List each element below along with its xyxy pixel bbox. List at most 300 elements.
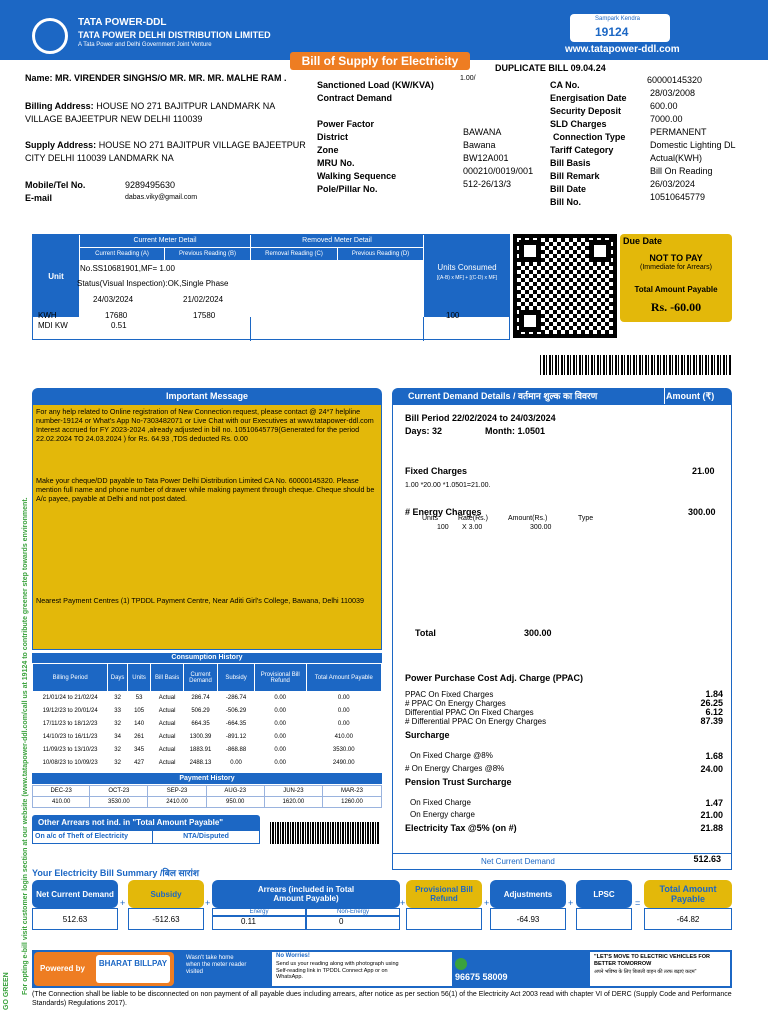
right-value: 7000.00 [650, 114, 683, 124]
right-value: PERMANENT [650, 127, 707, 137]
energy-col: Amount(Rs.) [508, 515, 548, 522]
cons-cell: 0.00 [254, 731, 306, 744]
surcharge-value: 24.00 [700, 764, 723, 774]
right-info [550, 75, 765, 205]
email-label: E-mail [25, 193, 53, 203]
name-label: Name: [25, 73, 53, 83]
mid-row [317, 179, 547, 192]
etax-value: 21.88 [700, 823, 723, 833]
cons-cell: 1883.91 [183, 744, 217, 757]
summary-total-text: Total Amount Payable [659, 884, 717, 904]
demand-title: Current Demand Details / वर्तमान शुल्क का विवरण [408, 391, 598, 401]
right-value: 60000145320 [647, 75, 703, 85]
mid-value: BW12A001 [463, 153, 509, 163]
mobile-value: 9289495630 [125, 180, 176, 190]
kwh-label: KWH [38, 311, 57, 320]
energy-col: Type [578, 515, 594, 522]
mid-row [317, 140, 547, 153]
cons-header: Billing Period [33, 664, 108, 692]
mid-value: Bawana [463, 140, 496, 150]
right-row [550, 88, 765, 101]
meter-table [32, 234, 510, 340]
cons-cell: 506.29 [183, 705, 217, 718]
msg-paragraph: For any help related to Online registration of New Connection request, please contact @ 24*7 helpline number-19124 or What's App No-7303482071 or Live Chat with our Executives at www.tatapower-ddl.com [36, 407, 374, 425]
table-row [33, 797, 382, 808]
formula-label: [(A-B) x MF] + [(C-D) x MF] [436, 275, 498, 281]
cons-cell: Actual [151, 718, 183, 731]
bill-period: Bill Period 22/02/2024 to 24/03/2024 [405, 413, 556, 423]
pay-amount: 410.00 [33, 797, 90, 808]
side-text-label: For opting e-bill visit customer login section at our website (www.tatapower-ddl.com/call us at 19124 to contribute greener step towards environment. [22, 497, 29, 995]
kwh-current: 17680 [105, 311, 128, 320]
ev-label: "LET'S MOVE TO ELECTRIC VEHICLES FOR BETTER TOMORROW [594, 954, 710, 967]
right-label: Bill Basis [550, 158, 591, 168]
cons-cell: 32 [108, 718, 127, 731]
table-row [33, 692, 382, 705]
cons-cell: 33 [108, 705, 127, 718]
meter-divider [423, 317, 424, 341]
right-row [550, 114, 765, 127]
cons-cell: 105 [127, 705, 151, 718]
summary-nonenergy-value [306, 916, 400, 930]
qr-code-icon [513, 234, 617, 338]
mid-label: Contract Demand [317, 93, 393, 103]
supply-address [25, 139, 310, 165]
right-value: 26/03/2024 [650, 179, 696, 189]
surcharge-row [405, 764, 725, 773]
days: Days: 32 [405, 426, 443, 436]
summary-subsidy-text: Subsidy [150, 889, 182, 899]
energy-cell: X 3.00 [462, 524, 483, 531]
arrears-row [32, 830, 260, 844]
website-link[interactable]: www.tatapower-ddl.com [565, 44, 680, 55]
mid-row [317, 166, 547, 179]
col-b-header [165, 248, 250, 260]
mid-label: Zone [317, 145, 339, 155]
amount-header: Amount (₹) [666, 391, 715, 401]
fixed-calc: 1.00 *20.00 *1.0501=21.00. [405, 482, 491, 489]
table-row [33, 786, 382, 797]
summary-total-value: -64.82 [644, 908, 732, 930]
cons-cell: Actual [151, 744, 183, 757]
mid-label: Sanctioned Load (KW/KVA) [317, 80, 434, 90]
cons-header: Bill Basis [151, 664, 183, 692]
cons-cell: 53 [127, 692, 151, 705]
surcharge-label: # On Energy Charges @8% [405, 764, 505, 773]
plus-sign: + [568, 898, 574, 908]
go-green-label: GO GREEN [3, 972, 10, 1010]
payment-table [32, 785, 382, 808]
mid-label: District [317, 132, 349, 142]
summary-subsidy-label [128, 880, 204, 908]
bbps-logo [96, 955, 170, 983]
plus-sign: + [205, 898, 211, 908]
due-box [620, 234, 732, 322]
energy-value: 300.00 [688, 507, 716, 517]
right-value: Domestic Lighting DL [650, 140, 736, 150]
barcode-small-icon [270, 822, 380, 844]
email-value: dabas.viky@gmail.com [125, 194, 198, 201]
mid-value: 000210/0019/001 [463, 166, 534, 176]
month-factor: Month: 1.0501 [485, 426, 546, 436]
footer-text: (The Connection shall be liable to be disconnected on non payment of all payable dues including arrears, after notice as per section 56(1) of the Electricity Act 2003 read with chapter VI of DERC (Supply Code and Performance Standards) Regulations 2017). [32, 991, 732, 1007]
wasnt-home-label: Wasn't take home when the meter reader visited [186, 955, 247, 975]
msg-paragraph: Make your cheque/DD payable to Tata Power Delhi Distribution Limited CA No. 60000145320. Please mention full name and phone number of drawer while making payment through cheque. Cheque should be A/c payee, payable at Delhi and not post dated. [36, 476, 375, 503]
cons-cell: 664.35 [183, 718, 217, 731]
energy-label: # Energy Charges [405, 507, 482, 517]
ppac-row [405, 708, 725, 717]
net-demand-value: 512.63 [693, 854, 721, 864]
summary-energy-value [212, 916, 306, 930]
mid-value: BAWANA [463, 127, 502, 137]
summary-subsidy-value: -512.63 [128, 908, 204, 930]
cons-cell: 2488.13 [183, 757, 217, 770]
equals-sign: = [635, 898, 641, 908]
etax-label: Electricity Tax @5% (on #) [405, 823, 517, 833]
cons-cell: 0.00 [254, 718, 306, 731]
plus-sign: + [484, 898, 490, 908]
pay-month: JUN-23 [264, 786, 322, 797]
col-c-label: Removal Reading (C) [265, 251, 323, 257]
summary-net-text: Net Current Demand [36, 889, 114, 899]
right-row [550, 166, 765, 179]
etax-row [405, 823, 725, 833]
company-name: TATA POWER-DDL [78, 17, 167, 28]
pay-month: SEP-23 [148, 786, 206, 797]
ppac-label: PPAC On Fixed Charges [405, 690, 494, 699]
energy-cell: 100 [437, 524, 449, 531]
ppac-label: Differential PPAC On Fixed Charges [405, 708, 534, 717]
table-row [33, 731, 382, 744]
company-full: TATA POWER DELHI DISTRIBUTION LIMITED [78, 30, 271, 40]
cons-cell: 3530.00 [306, 744, 381, 757]
right-value: 600.00 [650, 101, 678, 111]
amount-col-divider [664, 388, 665, 404]
summary-lpsc-label [576, 880, 632, 908]
consumption-table [32, 663, 382, 770]
pension-value: 21.00 [700, 810, 723, 820]
demand-header [392, 388, 732, 404]
right-label: SLD Charges [550, 119, 607, 129]
meter-divider [250, 317, 251, 341]
ppac-value: 1.84 [705, 689, 723, 699]
mid-row [317, 114, 547, 127]
cons-cell: 32 [108, 692, 127, 705]
cons-cell: 0.00 [306, 692, 381, 705]
col-a-header [80, 248, 164, 260]
plus-sign: + [400, 898, 406, 908]
summary-energy-text: 0.11 [241, 917, 256, 926]
pay-month: DEC-23 [33, 786, 90, 797]
pay-amount: 950.00 [206, 797, 264, 808]
cons-cell: 21/01/24 to 21/02/24 [33, 692, 108, 705]
mid-label: Walking Sequence [317, 171, 397, 181]
cons-cell: 261 [127, 731, 151, 744]
msg-paragraph: Interest accrued for FY 2023-2024 ,already adjusted in bill no. 10510645779(Generated for the period 22.02.2024 TO 24.03.2024 ) for Rs. 64.93 ,TDS deducted Rs. 0.00 [36, 425, 360, 443]
ppac-value: 26.25 [700, 698, 723, 708]
mid-label: MRU No. [317, 158, 355, 168]
right-row [550, 153, 765, 166]
summary-lpsc-value [576, 908, 632, 930]
pay-amount: 1260.00 [322, 797, 381, 808]
net-demand-label: Net Current Demand [481, 857, 555, 866]
cons-cell: 17/11/23 to 18/12/23 [33, 718, 108, 731]
col-c-header [251, 248, 337, 260]
cons-cell: 1300.39 [183, 731, 217, 744]
bbps-text: BHARAT BILLPAY [98, 959, 168, 968]
nta-label: NTA/Disputed [183, 833, 229, 840]
date-previous: 21/02/2024 [183, 295, 224, 304]
surcharge-value: 1.68 [705, 751, 723, 761]
summary-refund-value [406, 908, 482, 930]
cons-cell: 140 [127, 718, 151, 731]
summary-energy-label: Energy [212, 908, 306, 916]
cons-header: Provisional Bill Refund [254, 664, 306, 692]
summary-total-label [644, 880, 732, 908]
right-value: 28/03/2008 [650, 88, 696, 98]
summary-title: Your Electricity Bill Summary /बिल सारांश [32, 868, 199, 878]
no-worries-label: No Worries! [276, 953, 310, 959]
summary-nonenergy-label: Non-Energy [306, 908, 400, 916]
mid-label: Power Factor [317, 119, 375, 129]
surcharge-label: On Fixed Charge @8% [410, 751, 493, 760]
cons-cell: 0.00 [306, 718, 381, 731]
date-current: 24/03/2024 [93, 295, 134, 304]
right-row [550, 101, 765, 114]
cons-cell: 286.74 [183, 692, 217, 705]
ppac-title: Power Purchase Cost Adj. Charge (PPAC) [405, 673, 584, 683]
pay-amount: 2410.00 [148, 797, 206, 808]
arrears-title: Other Arrears not ind. in "Total Amount Payable" [38, 818, 224, 827]
cons-cell: 34 [108, 731, 127, 744]
important-title: Important Message [165, 391, 249, 401]
total-value: 300.00 [524, 628, 552, 638]
ppac-row [405, 717, 725, 726]
cons-cell: -664.35 [218, 718, 255, 731]
pay-month: AUG-23 [206, 786, 264, 797]
ppac-value: 87.39 [700, 716, 723, 726]
summary-refund-text: Provisional Bill Refund [415, 885, 473, 903]
pension-value: 1.47 [705, 798, 723, 808]
fixed-value: 21.00 [692, 466, 715, 476]
due-date-label: Due Date [623, 236, 663, 246]
cons-cell: 32 [108, 744, 127, 757]
col-a-label: Current Reading (A) [95, 251, 149, 257]
ppac-label: # PPAC On Energy Charges [405, 699, 506, 708]
right-label: Bill No. [550, 197, 581, 207]
pension-row [410, 798, 725, 807]
mid-value: 1.00/ [460, 75, 476, 82]
right-value: Actual(KWH) [650, 153, 703, 163]
cons-header: Days [108, 664, 127, 692]
msg-paragraph: Nearest Payment Centres (1) TPDDL Payment Centre, Near Aditi Girl's College, Bawana, Delhi 110039 [36, 596, 365, 605]
right-label: Energisation Date [550, 93, 627, 103]
pay-amount: 1620.00 [264, 797, 322, 808]
table-row [33, 718, 382, 731]
sampark-label: Sampark Kendra [595, 16, 641, 22]
name-value: MR. VIRENDER SINGHS/O MR. MR. MR. MALHE RAM . [55, 73, 287, 83]
duplicate-label: DUPLICATE BILL 09.04.24 [495, 63, 606, 73]
cons-cell: 32 [108, 757, 127, 770]
table-row [33, 757, 382, 770]
immediate-label: (Immediate for Arrears) [640, 264, 712, 271]
right-value: Bill On Reading [650, 166, 713, 176]
cons-cell: 2490.00 [306, 757, 381, 770]
cons-cell: 14/10/23 to 16/11/23 [33, 731, 108, 744]
energy-col: Units [422, 515, 438, 522]
table-row [33, 744, 382, 757]
ppac-list [405, 690, 725, 726]
mid-row [317, 88, 547, 114]
current-meter-header [80, 235, 250, 247]
right-row [550, 127, 765, 140]
col-b-label: Previous Reading (B) [178, 251, 237, 257]
right-label: Bill Remark [550, 171, 600, 181]
net-demand-row [392, 854, 732, 870]
customer-name [25, 72, 310, 84]
cons-cell: -868.88 [218, 744, 255, 757]
total-payable-value: Rs. -60.00 [650, 300, 702, 314]
pay-month: OCT-23 [90, 786, 148, 797]
right-row [550, 140, 765, 153]
whatsapp-icon [455, 958, 467, 970]
cons-header: Units [127, 664, 151, 692]
cons-header: Total Amount Payable [306, 664, 381, 692]
ppac-label: # Differential PPAC On Energy Charges [405, 717, 547, 726]
cons-cell: 0.00 [254, 705, 306, 718]
right-label: Tariff Category [550, 145, 614, 155]
cons-cell: -506.29 [218, 705, 255, 718]
cons-cell: 410.00 [306, 731, 381, 744]
pension-label: On Fixed Charge [410, 798, 471, 807]
summary-net-value: 512.63 [32, 908, 118, 930]
summary-arrears-text: Arrears (included in Total Amount Payable) [257, 885, 355, 903]
ppac-value: 6.12 [705, 707, 723, 717]
removed-meter-header [251, 235, 423, 247]
cons-cell: 0.00 [306, 705, 381, 718]
surcharge-title: Surcharge [405, 730, 450, 740]
summary-lpsc-text: LPSC [593, 889, 615, 899]
units-consumed-label: Units Consumed [437, 263, 497, 272]
theft-label: On a/c of Theft of Electricity [33, 831, 153, 843]
right-label: Connection Type [553, 132, 626, 142]
summary-net-label [32, 880, 118, 908]
col-d-header [338, 248, 423, 260]
current-meter-label: Current Meter Detail [133, 237, 197, 244]
billing-value: HOUSE NO 271 BAJITPUR LANDMARK NA VILLAGE BAJEETPUR NEW DELHI 110039 [25, 101, 275, 124]
consumption-header [32, 653, 382, 663]
mid-row [317, 75, 547, 88]
cons-cell: -286.74 [218, 692, 255, 705]
summary-adj-text: Adjustments [503, 889, 553, 899]
mdi-value: 0.51 [111, 321, 127, 330]
summary-arrears-label [212, 880, 400, 908]
billing-address [25, 100, 310, 126]
right-row [550, 192, 765, 205]
summary-adj-label [490, 880, 566, 908]
bill-title: Bill of Supply for Electricity [290, 52, 470, 70]
units-consumed-header [424, 235, 510, 317]
cons-cell: Actual [151, 731, 183, 744]
mid-label: Pole/Pillar No. [317, 184, 378, 194]
payment-header [32, 773, 382, 784]
total-label: Total [415, 628, 436, 638]
cons-cell: Actual [151, 757, 183, 770]
mid-info [317, 75, 547, 192]
mid-value: 512-26/13/3 [463, 179, 512, 189]
plus-sign: + [120, 898, 126, 908]
mobile-label: Mobile/Tel No. [25, 180, 86, 190]
pay-amount: 3530.00 [90, 797, 148, 808]
cons-header: Current Demand [183, 664, 217, 692]
col-d-label: Previous Reading (D) [351, 251, 410, 257]
send-reading-label: Send us your reading along with photograph using Self-reading link in TPDDL Connect App or on WhatsApp. [276, 961, 399, 980]
sampark-number: 19124 [595, 25, 629, 39]
company-tagline: A Tata Power and Delhi Government Joint Venture [78, 42, 212, 48]
arrears-header [32, 815, 260, 830]
powered-by-label: Powered by [40, 964, 85, 973]
summary-adj-value: -64.93 [490, 908, 566, 930]
meter-no: No.SS10681901,MF= 1.00 [80, 264, 175, 273]
side-text [22, 395, 29, 995]
important-header [32, 388, 382, 404]
energy-cell: 300.00 [530, 524, 552, 531]
summary-refund-label [406, 880, 482, 908]
cons-cell: -891.12 [218, 731, 255, 744]
ppac-row [405, 690, 725, 699]
right-label: CA No. [550, 80, 580, 90]
supply-label: Supply Address: [25, 140, 97, 150]
table-row [33, 705, 382, 718]
surcharge-row [410, 751, 725, 760]
cons-cell: 11/09/23 to 13/10/23 [33, 744, 108, 757]
pension-label: On Energy charge [410, 810, 475, 819]
billing-label: Billing Address: [25, 101, 94, 111]
removed-meter-label: Removed Meter Detail [302, 237, 372, 244]
right-label: Security Deposit [550, 106, 622, 116]
mid-row [317, 153, 547, 166]
cons-cell: Actual [151, 692, 183, 705]
mdi-label: MDI KW [38, 321, 68, 330]
kwh-previous: 17580 [193, 311, 216, 320]
cons-cell: 427 [127, 757, 151, 770]
right-row [550, 179, 765, 192]
right-value: 10510645779 [650, 192, 706, 202]
right-label: Bill Date [550, 184, 587, 194]
pay-month: MAR-23 [322, 786, 381, 797]
logo-icon [32, 18, 68, 54]
kwh-units: 100 [446, 311, 460, 320]
consumption-title: Consumption History [171, 654, 243, 661]
cons-cell: 10/08/23 to 10/09/23 [33, 757, 108, 770]
cons-cell: 19/12/23 to 20/01/24 [33, 705, 108, 718]
mid-row [317, 127, 547, 140]
cons-cell: 0.00 [254, 744, 306, 757]
cons-cell: 345 [127, 744, 151, 757]
total-payable-label: Total Amount Payable [634, 285, 718, 294]
unit-col [33, 235, 79, 317]
energy-col: Rate(Rs.) [458, 515, 488, 522]
important-body [32, 404, 382, 650]
cons-cell: Actual [151, 705, 183, 718]
cons-cell: 0.00 [218, 757, 255, 770]
fixed-label: Fixed Charges [405, 466, 468, 476]
summary-nonenergy-text: 0 [339, 917, 344, 926]
cons-cell: 0.00 [254, 692, 306, 705]
right-row [550, 75, 765, 88]
ev-hindi-label: अपने भविष्य के लिए बिजली वाहन की तरफ बढ़ाएं कदम" [594, 969, 697, 975]
pension-title: Pension Trust Surcharge [405, 777, 512, 787]
